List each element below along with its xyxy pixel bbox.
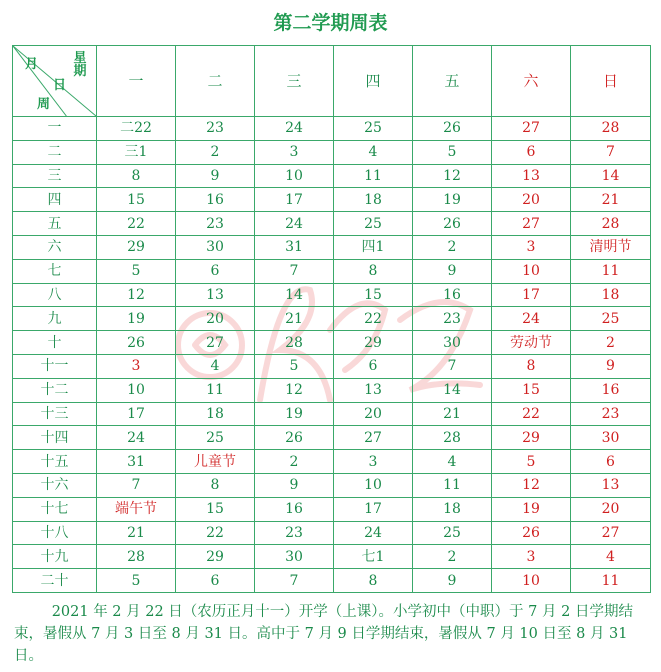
corner-month-label: 月 — [25, 57, 39, 72]
date-cell: 26 — [413, 117, 492, 141]
date-cell: 13 — [571, 473, 651, 497]
date-cell: 4 — [176, 354, 255, 378]
date-cell: 4 — [334, 140, 413, 164]
weekday-header-sunday: 日 — [571, 46, 651, 117]
date-cell: 13 — [492, 164, 571, 188]
date-cell: 23 — [176, 212, 255, 236]
date-cell: 清明节 — [571, 235, 651, 259]
date-cell: 22 — [97, 212, 176, 236]
date-cell: 8 — [334, 259, 413, 283]
week-number-cell: 十三 — [13, 402, 97, 426]
week-number-cell: 十五 — [13, 450, 97, 474]
date-cell: 8 — [176, 473, 255, 497]
date-cell: 3 — [492, 545, 571, 569]
date-cell: 儿童节 — [176, 450, 255, 474]
date-cell: 19 — [492, 497, 571, 521]
page-title: 第二学期周表 — [273, 12, 388, 34]
date-cell: 12 — [413, 164, 492, 188]
date-cell: 13 — [176, 283, 255, 307]
date-cell: 12 — [97, 283, 176, 307]
date-cell: 25 — [413, 521, 492, 545]
date-cell: 11 — [571, 259, 651, 283]
date-cell: 27 — [492, 117, 571, 141]
date-cell: 28 — [413, 426, 492, 450]
date-cell: 7 — [571, 140, 651, 164]
semester-week-table — [12, 45, 651, 593]
corner-weekday-label: 星期 — [73, 51, 87, 79]
date-cell: 10 — [334, 473, 413, 497]
date-cell: 9 — [413, 569, 492, 593]
date-cell: 3 — [97, 354, 176, 378]
date-cell: 9 — [255, 473, 334, 497]
table-row — [13, 378, 651, 402]
date-cell: 17 — [492, 283, 571, 307]
date-cell: 15 — [334, 283, 413, 307]
table-row — [13, 283, 651, 307]
date-cell: 11 — [176, 378, 255, 402]
corner-week-label: 周 — [37, 97, 51, 112]
date-cell: 20 — [176, 307, 255, 331]
date-cell: 二22 — [97, 117, 176, 141]
date-cell: 29 — [334, 331, 413, 355]
week-number-cell: 五 — [13, 212, 97, 236]
date-cell: 6 — [492, 140, 571, 164]
table-row — [13, 235, 651, 259]
weekday-header: 五 — [413, 46, 492, 117]
table-row — [13, 259, 651, 283]
weekday-header-saturday: 六 — [492, 46, 571, 117]
date-cell: 13 — [334, 378, 413, 402]
date-cell: 8 — [97, 164, 176, 188]
date-cell: 27 — [334, 426, 413, 450]
date-cell: 12 — [492, 473, 571, 497]
date-cell: 10 — [492, 569, 571, 593]
date-cell: 30 — [413, 331, 492, 355]
week-number-cell: 八 — [13, 283, 97, 307]
week-number-cell: 六 — [13, 235, 97, 259]
table-row — [13, 569, 651, 593]
date-cell: 6 — [176, 259, 255, 283]
date-cell: 四1 — [334, 235, 413, 259]
table-row — [13, 140, 651, 164]
weekday-header: 二 — [176, 46, 255, 117]
date-cell: 7 — [255, 569, 334, 593]
date-cell: 31 — [255, 235, 334, 259]
table-row — [13, 188, 651, 212]
date-cell: 5 — [97, 569, 176, 593]
date-cell: 23 — [176, 117, 255, 141]
week-number-cell: 十一 — [13, 354, 97, 378]
date-cell: 15 — [97, 188, 176, 212]
date-cell: 4 — [571, 545, 651, 569]
date-cell: 30 — [176, 235, 255, 259]
date-cell: 20 — [334, 402, 413, 426]
date-cell: 5 — [492, 450, 571, 474]
date-cell: 26 — [492, 521, 571, 545]
date-cell: 9 — [413, 259, 492, 283]
week-number-cell: 十七 — [13, 497, 97, 521]
date-cell: 14 — [413, 378, 492, 402]
table-row — [13, 164, 651, 188]
date-cell: 10 — [255, 164, 334, 188]
date-cell: 6 — [571, 450, 651, 474]
date-cell: 20 — [571, 497, 651, 521]
date-cell: 三1 — [97, 140, 176, 164]
date-cell: 9 — [176, 164, 255, 188]
date-cell: 24 — [492, 307, 571, 331]
table-row — [13, 307, 651, 331]
date-cell: 8 — [492, 354, 571, 378]
date-cell: 2 — [176, 140, 255, 164]
date-cell: 5 — [413, 140, 492, 164]
date-cell: 25 — [176, 426, 255, 450]
table-row — [13, 473, 651, 497]
week-number-cell: 十 — [13, 331, 97, 355]
week-number-cell: 十八 — [13, 521, 97, 545]
date-cell: 17 — [97, 402, 176, 426]
date-cell: 28 — [571, 212, 651, 236]
date-cell: 25 — [571, 307, 651, 331]
date-cell: 18 — [571, 283, 651, 307]
date-cell: 31 — [97, 450, 176, 474]
date-cell: 29 — [176, 545, 255, 569]
date-cell: 7 — [413, 354, 492, 378]
date-cell: 23 — [571, 402, 651, 426]
date-cell: 7 — [255, 259, 334, 283]
date-cell: 16 — [255, 497, 334, 521]
date-cell: 6 — [334, 354, 413, 378]
weekday-header: 一 — [97, 46, 176, 117]
date-cell: 15 — [176, 497, 255, 521]
week-number-cell: 七 — [13, 259, 97, 283]
date-cell: 3 — [255, 140, 334, 164]
date-cell: 18 — [413, 497, 492, 521]
week-number-cell: 二 — [13, 140, 97, 164]
date-cell: 11 — [413, 473, 492, 497]
date-cell: 24 — [255, 117, 334, 141]
semester-note: 2021 年 2 月 22 日（农历正月十一）开学（上课）。小学初中（中职）于 7 月 2 日学期结束，暑假从 7 月 3 日至 8 月 31 日。高中于 7 月 9 日学期结束，暑假从 7 月 10 日至 8 月 31 日。 — [14, 604, 633, 664]
date-cell: 12 — [255, 378, 334, 402]
date-cell: 21 — [255, 307, 334, 331]
date-cell: 28 — [571, 117, 651, 141]
date-cell: 18 — [334, 188, 413, 212]
date-cell: 14 — [255, 283, 334, 307]
date-cell: 21 — [413, 402, 492, 426]
date-cell: 26 — [255, 426, 334, 450]
week-number-cell: 九 — [13, 307, 97, 331]
date-cell: 6 — [176, 569, 255, 593]
date-cell: 21 — [97, 521, 176, 545]
week-number-cell: 十二 — [13, 378, 97, 402]
date-cell: 劳动节 — [492, 331, 571, 355]
table-row — [13, 450, 651, 474]
date-cell: 10 — [97, 378, 176, 402]
week-number-cell: 十六 — [13, 473, 97, 497]
date-cell: 19 — [413, 188, 492, 212]
date-cell: 16 — [176, 188, 255, 212]
date-cell: 25 — [334, 117, 413, 141]
date-cell: 11 — [571, 569, 651, 593]
date-cell: 2 — [255, 450, 334, 474]
week-number-cell: 十九 — [13, 545, 97, 569]
date-cell: 8 — [334, 569, 413, 593]
date-cell: 17 — [255, 188, 334, 212]
date-cell: 22 — [334, 307, 413, 331]
weekday-header: 四 — [334, 46, 413, 117]
week-number-cell: 三 — [13, 164, 97, 188]
date-cell: 21 — [571, 188, 651, 212]
table-row — [13, 497, 651, 521]
date-cell: 30 — [571, 426, 651, 450]
date-cell: 10 — [492, 259, 571, 283]
date-cell: 20 — [492, 188, 571, 212]
weekday-header: 三 — [255, 46, 334, 117]
date-cell: 15 — [492, 378, 571, 402]
date-cell: 19 — [97, 307, 176, 331]
date-cell: 16 — [413, 283, 492, 307]
date-cell: 18 — [176, 402, 255, 426]
date-cell: 22 — [176, 521, 255, 545]
date-cell: 19 — [255, 402, 334, 426]
table-row — [13, 402, 651, 426]
date-cell: 16 — [571, 378, 651, 402]
week-number-cell: 二十 — [13, 569, 97, 593]
table-row — [13, 212, 651, 236]
date-cell: 9 — [571, 354, 651, 378]
table-row — [13, 521, 651, 545]
date-cell: 2 — [571, 331, 651, 355]
date-cell: 端午节 — [97, 497, 176, 521]
header-row — [13, 46, 651, 117]
date-cell: 24 — [97, 426, 176, 450]
date-cell: 3 — [492, 235, 571, 259]
date-cell: 30 — [255, 545, 334, 569]
date-cell: 28 — [97, 545, 176, 569]
date-cell: 27 — [492, 212, 571, 236]
date-cell: 7 — [97, 473, 176, 497]
date-cell: 28 — [255, 331, 334, 355]
date-cell: 11 — [334, 164, 413, 188]
date-cell: 23 — [413, 307, 492, 331]
corner-cell — [13, 46, 97, 117]
week-number-cell: 四 — [13, 188, 97, 212]
date-cell: 5 — [97, 259, 176, 283]
table-row — [13, 354, 651, 378]
date-cell: 3 — [334, 450, 413, 474]
date-cell: 29 — [492, 426, 571, 450]
date-cell: 24 — [255, 212, 334, 236]
date-cell: 26 — [97, 331, 176, 355]
date-cell: 17 — [334, 497, 413, 521]
week-number-cell: 一 — [13, 117, 97, 141]
date-cell: 2 — [413, 545, 492, 569]
date-cell: 2 — [413, 235, 492, 259]
date-cell: 14 — [571, 164, 651, 188]
date-cell: 26 — [413, 212, 492, 236]
table-row — [13, 331, 651, 355]
date-cell: 4 — [413, 450, 492, 474]
date-cell: 29 — [97, 235, 176, 259]
date-cell: 七1 — [334, 545, 413, 569]
table-row — [13, 426, 651, 450]
date-cell: 25 — [334, 212, 413, 236]
date-cell: 22 — [492, 402, 571, 426]
date-cell: 24 — [334, 521, 413, 545]
week-number-cell: 十四 — [13, 426, 97, 450]
date-cell: 23 — [255, 521, 334, 545]
date-cell: 27 — [571, 521, 651, 545]
table-row — [13, 117, 651, 141]
corner-day-label: 日 — [53, 78, 67, 93]
date-cell: 27 — [176, 331, 255, 355]
table-row — [13, 545, 651, 569]
date-cell: 5 — [255, 354, 334, 378]
